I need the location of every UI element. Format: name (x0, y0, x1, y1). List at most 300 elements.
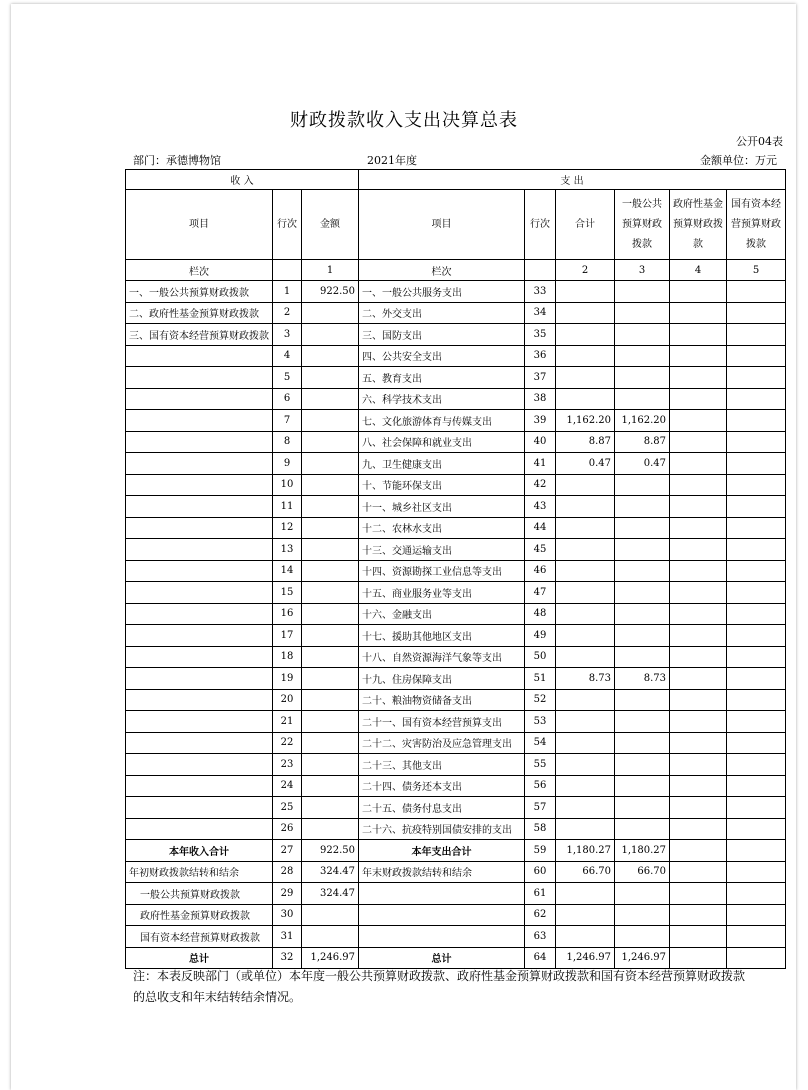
general-budget-amount (615, 345, 670, 367)
state-capital-amount (727, 496, 786, 518)
income-row-no: 6 (273, 388, 302, 410)
income-amount (302, 668, 359, 690)
state-capital-amount (727, 646, 786, 668)
general-budget-header: 一般公共预算财政拨款 (615, 190, 670, 260)
income-item (126, 646, 273, 668)
income-item (126, 474, 273, 496)
expense-col-4: 4 (670, 260, 727, 281)
table-row (126, 775, 786, 797)
income-item: 本年收入合计 (126, 840, 273, 862)
expense-row-no: 42 (525, 474, 556, 496)
income-row-no: 20 (273, 689, 302, 711)
income-row-no: 26 (273, 818, 302, 840)
general-budget-amount (615, 603, 670, 625)
expense-item: 二十五、债务付息支出 (359, 797, 525, 819)
income-row-no: 8 (273, 431, 302, 453)
state-capital-amount (727, 883, 786, 905)
general-budget-amount (615, 367, 670, 389)
income-amount (302, 732, 359, 754)
table-row (126, 453, 786, 475)
general-budget-amount (615, 754, 670, 776)
general-budget-amount (615, 926, 670, 948)
general-budget-amount: 1,180.27 (615, 840, 670, 862)
state-capital-amount (727, 711, 786, 733)
general-budget-amount (615, 539, 670, 561)
income-amount (302, 367, 359, 389)
expense-item: 二、外交支出 (359, 302, 525, 324)
table-row (126, 367, 786, 389)
income-row-no: 1 (273, 281, 302, 303)
expense-item: 十二、农林水支出 (359, 517, 525, 539)
state-capital-amount (727, 539, 786, 561)
state-capital-amount (727, 689, 786, 711)
income-item (126, 453, 273, 475)
income-row-no: 24 (273, 775, 302, 797)
expense-item: 十三、交通运输支出 (359, 539, 525, 561)
expense-row-no: 56 (525, 775, 556, 797)
general-budget-amount: 8.73 (615, 668, 670, 690)
income-amount (302, 775, 359, 797)
expense-col-label: 栏次 (359, 260, 525, 281)
total-amount: 66.70 (556, 861, 615, 883)
expense-item: 总计 (359, 947, 525, 969)
income-row-no: 25 (273, 797, 302, 819)
total-amount (556, 281, 615, 303)
income-amount: 922.50 (302, 281, 359, 303)
income-row-no: 22 (273, 732, 302, 754)
table-row (126, 345, 786, 367)
state-capital-amount (727, 517, 786, 539)
income-amount (302, 431, 359, 453)
gov-fund-amount (670, 496, 727, 518)
income-row-no: 31 (273, 926, 302, 948)
expense-row-no: 62 (525, 904, 556, 926)
gov-fund-amount (670, 926, 727, 948)
income-item: 总计 (126, 947, 273, 969)
income-item: 一、一般公共预算财政拨款 (126, 281, 273, 303)
gov-fund-amount (670, 668, 727, 690)
income-row-no: 14 (273, 560, 302, 582)
income-item (126, 517, 273, 539)
table-row (126, 302, 786, 324)
expense-row-no: 51 (525, 668, 556, 690)
total-amount (556, 367, 615, 389)
general-budget-amount (615, 689, 670, 711)
gov-fund-amount (670, 732, 727, 754)
fiscal-year: 2021年度 (367, 154, 417, 167)
general-budget-amount (615, 517, 670, 539)
table-row (126, 603, 786, 625)
gov-fund-amount (670, 539, 727, 561)
state-capital-amount (727, 603, 786, 625)
form-number: 公开04表 (736, 135, 783, 148)
total-amount (556, 754, 615, 776)
gov-fund-amount (670, 603, 727, 625)
state-capital-amount (727, 797, 786, 819)
table-row (126, 324, 786, 346)
income-amount (302, 410, 359, 432)
state-capital-amount (727, 754, 786, 776)
expense-row-no: 58 (525, 818, 556, 840)
expense-row-no: 53 (525, 711, 556, 733)
income-item: 国有资本经营预算财政拨款 (126, 926, 273, 948)
general-budget-amount (615, 883, 670, 905)
income-section-label: 收 入 (126, 170, 359, 190)
state-capital-amount (727, 560, 786, 582)
footnote: 注：本表反映部门（或单位）本年度一般公共预算财政拨款、政府性基金预算财政拨款和国有资本经营预算财政拨款的总收支和年末结转结余情况。 (133, 969, 746, 1004)
gov-fund-amount (670, 775, 727, 797)
section-header-row (126, 170, 786, 190)
table-row (126, 883, 786, 905)
total-amount: 8.87 (556, 431, 615, 453)
general-budget-amount (615, 388, 670, 410)
gov-fund-amount (670, 582, 727, 604)
total-amount (556, 797, 615, 819)
income-row-no: 32 (273, 947, 302, 969)
state-capital-amount (727, 926, 786, 948)
gov-fund-amount (670, 689, 727, 711)
general-budget-amount: 0.47 (615, 453, 670, 475)
income-row-no: 7 (273, 410, 302, 432)
income-item-header: 项目 (126, 190, 273, 260)
total-header: 合计 (556, 190, 615, 260)
general-budget-amount (615, 324, 670, 346)
income-row-no: 21 (273, 711, 302, 733)
income-row-no: 29 (273, 883, 302, 905)
gov-fund-amount (670, 302, 727, 324)
expense-row-no: 40 (525, 431, 556, 453)
state-capital-amount (727, 668, 786, 690)
expense-col-blank (525, 260, 556, 281)
total-amount: 8.73 (556, 668, 615, 690)
income-item: 二、政府性基金预算财政拨款 (126, 302, 273, 324)
income-row-no: 28 (273, 861, 302, 883)
state-capital-header: 国有资本经营预算财政拨款 (727, 190, 786, 260)
state-capital-amount (727, 410, 786, 432)
table-row (126, 388, 786, 410)
general-budget-amount (615, 711, 670, 733)
income-item (126, 345, 273, 367)
total-amount (556, 883, 615, 905)
gov-fund-amount (670, 711, 727, 733)
general-budget-amount (615, 474, 670, 496)
expense-row-no: 49 (525, 625, 556, 647)
gov-fund-amount (670, 367, 727, 389)
expense-row-no: 45 (525, 539, 556, 561)
expense-row-no-header: 行次 (525, 190, 556, 260)
expense-item: 十四、资源勘探工业信息等支出 (359, 560, 525, 582)
income-amount (302, 797, 359, 819)
gov-fund-amount (670, 883, 727, 905)
income-amount: 922.50 (302, 840, 359, 862)
income-item (126, 818, 273, 840)
expense-item: 十六、金融支出 (359, 603, 525, 625)
general-budget-amount (615, 582, 670, 604)
income-row-no: 19 (273, 668, 302, 690)
table-row (126, 560, 786, 582)
expense-col-2: 2 (556, 260, 615, 281)
income-col-label: 栏次 (126, 260, 273, 281)
table-row (126, 861, 786, 883)
gov-fund-amount (670, 904, 727, 926)
expense-item: 六、科学技术支出 (359, 388, 525, 410)
income-amount (302, 345, 359, 367)
amount-unit: 金额单位：万元 (700, 154, 777, 167)
expense-item: 十八、自然资源海洋气象等支出 (359, 646, 525, 668)
income-item (126, 625, 273, 647)
state-capital-amount (727, 474, 786, 496)
total-amount: 1,246.97 (556, 947, 615, 969)
table-row (126, 797, 786, 819)
expense-row-no: 50 (525, 646, 556, 668)
expense-item: 七、文化旅游体育与传媒支出 (359, 410, 525, 432)
table-row (126, 840, 786, 862)
gov-fund-amount (670, 410, 727, 432)
income-row-no: 11 (273, 496, 302, 518)
general-budget-amount (615, 496, 670, 518)
expense-col-3: 3 (615, 260, 670, 281)
income-item (126, 496, 273, 518)
table-row (126, 926, 786, 948)
expense-item: 八、社会保障和就业支出 (359, 431, 525, 453)
total-amount (556, 926, 615, 948)
fiscal-summary-table (125, 169, 786, 969)
total-amount (556, 539, 615, 561)
income-row-no: 18 (273, 646, 302, 668)
income-col-1: 1 (302, 260, 359, 281)
expense-item: 十五、商业服务业等支出 (359, 582, 525, 604)
expense-section-label: 支 出 (359, 170, 786, 190)
income-col-blank (273, 260, 302, 281)
state-capital-amount (727, 453, 786, 475)
expense-row-no: 46 (525, 560, 556, 582)
expense-item: 二十二、灾害防治及应急管理支出 (359, 732, 525, 754)
expense-row-no: 37 (525, 367, 556, 389)
table-row (126, 646, 786, 668)
table-row (126, 818, 786, 840)
income-amount (302, 689, 359, 711)
income-row-no: 17 (273, 625, 302, 647)
table-row (126, 539, 786, 561)
gov-fund-amount (670, 797, 727, 819)
total-amount (556, 582, 615, 604)
income-item (126, 732, 273, 754)
general-budget-amount (615, 904, 670, 926)
gov-fund-amount (670, 281, 727, 303)
expense-row-no: 48 (525, 603, 556, 625)
gov-fund-header: 政府性基金预算财政拨款 (670, 190, 727, 260)
expense-item: 二十一、国有资本经营预算支出 (359, 711, 525, 733)
expense-row-no: 39 (525, 410, 556, 432)
expense-row-no: 63 (525, 926, 556, 948)
expense-row-no: 47 (525, 582, 556, 604)
state-capital-amount (727, 840, 786, 862)
income-amount (302, 603, 359, 625)
expense-item-header: 项目 (359, 190, 525, 260)
income-item: 三、国有资本经营预算财政拨款 (126, 324, 273, 346)
state-capital-amount (727, 431, 786, 453)
total-amount (556, 603, 615, 625)
income-row-no: 15 (273, 582, 302, 604)
state-capital-amount (727, 904, 786, 926)
expense-row-no: 55 (525, 754, 556, 776)
expense-item: 本年支出合计 (359, 840, 525, 862)
gov-fund-amount (670, 517, 727, 539)
gov-fund-amount (670, 754, 727, 776)
table-row (126, 281, 786, 303)
expense-item (359, 883, 525, 905)
income-item (126, 539, 273, 561)
general-budget-amount (615, 818, 670, 840)
expense-item: 五、教育支出 (359, 367, 525, 389)
income-amount-header: 金额 (302, 190, 359, 260)
total-amount (556, 302, 615, 324)
department-label: 部门：承德博物馆 (133, 154, 221, 167)
expense-item: 三、国防支出 (359, 324, 525, 346)
state-capital-amount (727, 775, 786, 797)
income-row-no: 9 (273, 453, 302, 475)
income-amount (302, 582, 359, 604)
income-row-no: 5 (273, 367, 302, 389)
income-amount (302, 302, 359, 324)
gov-fund-amount (670, 388, 727, 410)
gov-fund-amount (670, 453, 727, 475)
general-budget-amount: 8.87 (615, 431, 670, 453)
expense-row-no: 54 (525, 732, 556, 754)
income-row-no: 16 (273, 603, 302, 625)
state-capital-amount (727, 861, 786, 883)
total-amount (556, 517, 615, 539)
general-budget-amount (615, 646, 670, 668)
expense-row-no: 38 (525, 388, 556, 410)
table-row (126, 732, 786, 754)
column-number-row (126, 260, 786, 281)
income-row-no: 13 (273, 539, 302, 561)
income-amount (302, 625, 359, 647)
table-row (126, 668, 786, 690)
income-row-no: 2 (273, 302, 302, 324)
general-budget-amount (615, 797, 670, 819)
income-amount (302, 496, 359, 518)
expense-row-no: 61 (525, 883, 556, 905)
gov-fund-amount (670, 818, 727, 840)
column-header-row (126, 190, 786, 260)
income-item (126, 711, 273, 733)
income-amount: 324.47 (302, 883, 359, 905)
expense-row-no: 43 (525, 496, 556, 518)
income-item (126, 367, 273, 389)
expense-row-no: 64 (525, 947, 556, 969)
gov-fund-amount (670, 431, 727, 453)
income-row-no: 12 (273, 517, 302, 539)
total-amount (556, 775, 615, 797)
table-row (126, 689, 786, 711)
income-amount: 1,246.97 (302, 947, 359, 969)
total-amount: 1,180.27 (556, 840, 615, 862)
expense-item (359, 904, 525, 926)
general-budget-amount (615, 625, 670, 647)
income-item (126, 388, 273, 410)
gov-fund-amount (670, 625, 727, 647)
expense-col-5: 5 (727, 260, 786, 281)
state-capital-amount (727, 818, 786, 840)
expense-item: 年末财政拨款结转和结余 (359, 861, 525, 883)
income-row-no: 30 (273, 904, 302, 926)
general-budget-amount: 1,246.97 (615, 947, 670, 969)
total-amount (556, 345, 615, 367)
state-capital-amount (727, 625, 786, 647)
income-item: 一般公共预算财政拨款 (126, 883, 273, 905)
expense-item: 四、公共安全支出 (359, 345, 525, 367)
income-row-no: 3 (273, 324, 302, 346)
table-row (126, 410, 786, 432)
income-row-no: 23 (273, 754, 302, 776)
general-budget-amount (615, 560, 670, 582)
income-amount (302, 904, 359, 926)
total-amount (556, 689, 615, 711)
income-row-no-header: 行次 (273, 190, 302, 260)
state-capital-amount (727, 582, 786, 604)
expense-item: 十、节能环保支出 (359, 474, 525, 496)
expense-row-no: 59 (525, 840, 556, 862)
expense-row-no: 36 (525, 345, 556, 367)
table-row (126, 517, 786, 539)
gov-fund-amount (670, 861, 727, 883)
expense-row-no: 57 (525, 797, 556, 819)
table-row (126, 904, 786, 926)
document-title: 财政拨款收入支出决算总表 (290, 110, 518, 131)
income-item (126, 560, 273, 582)
income-amount (302, 474, 359, 496)
income-item (126, 797, 273, 819)
total-amount (556, 474, 615, 496)
gov-fund-amount (670, 646, 727, 668)
table-row (126, 431, 786, 453)
table-row (126, 625, 786, 647)
gov-fund-amount (670, 840, 727, 862)
income-item (126, 689, 273, 711)
income-amount (302, 539, 359, 561)
general-budget-amount (615, 302, 670, 324)
income-item (126, 775, 273, 797)
income-row-no: 10 (273, 474, 302, 496)
state-capital-amount (727, 324, 786, 346)
income-amount (302, 324, 359, 346)
expense-item: 九、卫生健康支出 (359, 453, 525, 475)
total-amount (556, 388, 615, 410)
table-row (126, 496, 786, 518)
income-item (126, 431, 273, 453)
income-item (126, 603, 273, 625)
income-row-no: 4 (273, 345, 302, 367)
expense-item: 二十四、债务还本支出 (359, 775, 525, 797)
total-amount (556, 904, 615, 926)
state-capital-amount (727, 302, 786, 324)
income-amount (302, 388, 359, 410)
income-item: 年初财政拨款结转和结余 (126, 861, 273, 883)
expense-row-no: 41 (525, 453, 556, 475)
table-row (126, 754, 786, 776)
total-amount (556, 560, 615, 582)
total-amount (556, 496, 615, 518)
expense-item: 十九、住房保障支出 (359, 668, 525, 690)
expense-row-no: 35 (525, 324, 556, 346)
expense-item: 十一、城乡社区支出 (359, 496, 525, 518)
income-item (126, 754, 273, 776)
state-capital-amount (727, 345, 786, 367)
total-amount: 1,162.20 (556, 410, 615, 432)
income-amount (302, 754, 359, 776)
